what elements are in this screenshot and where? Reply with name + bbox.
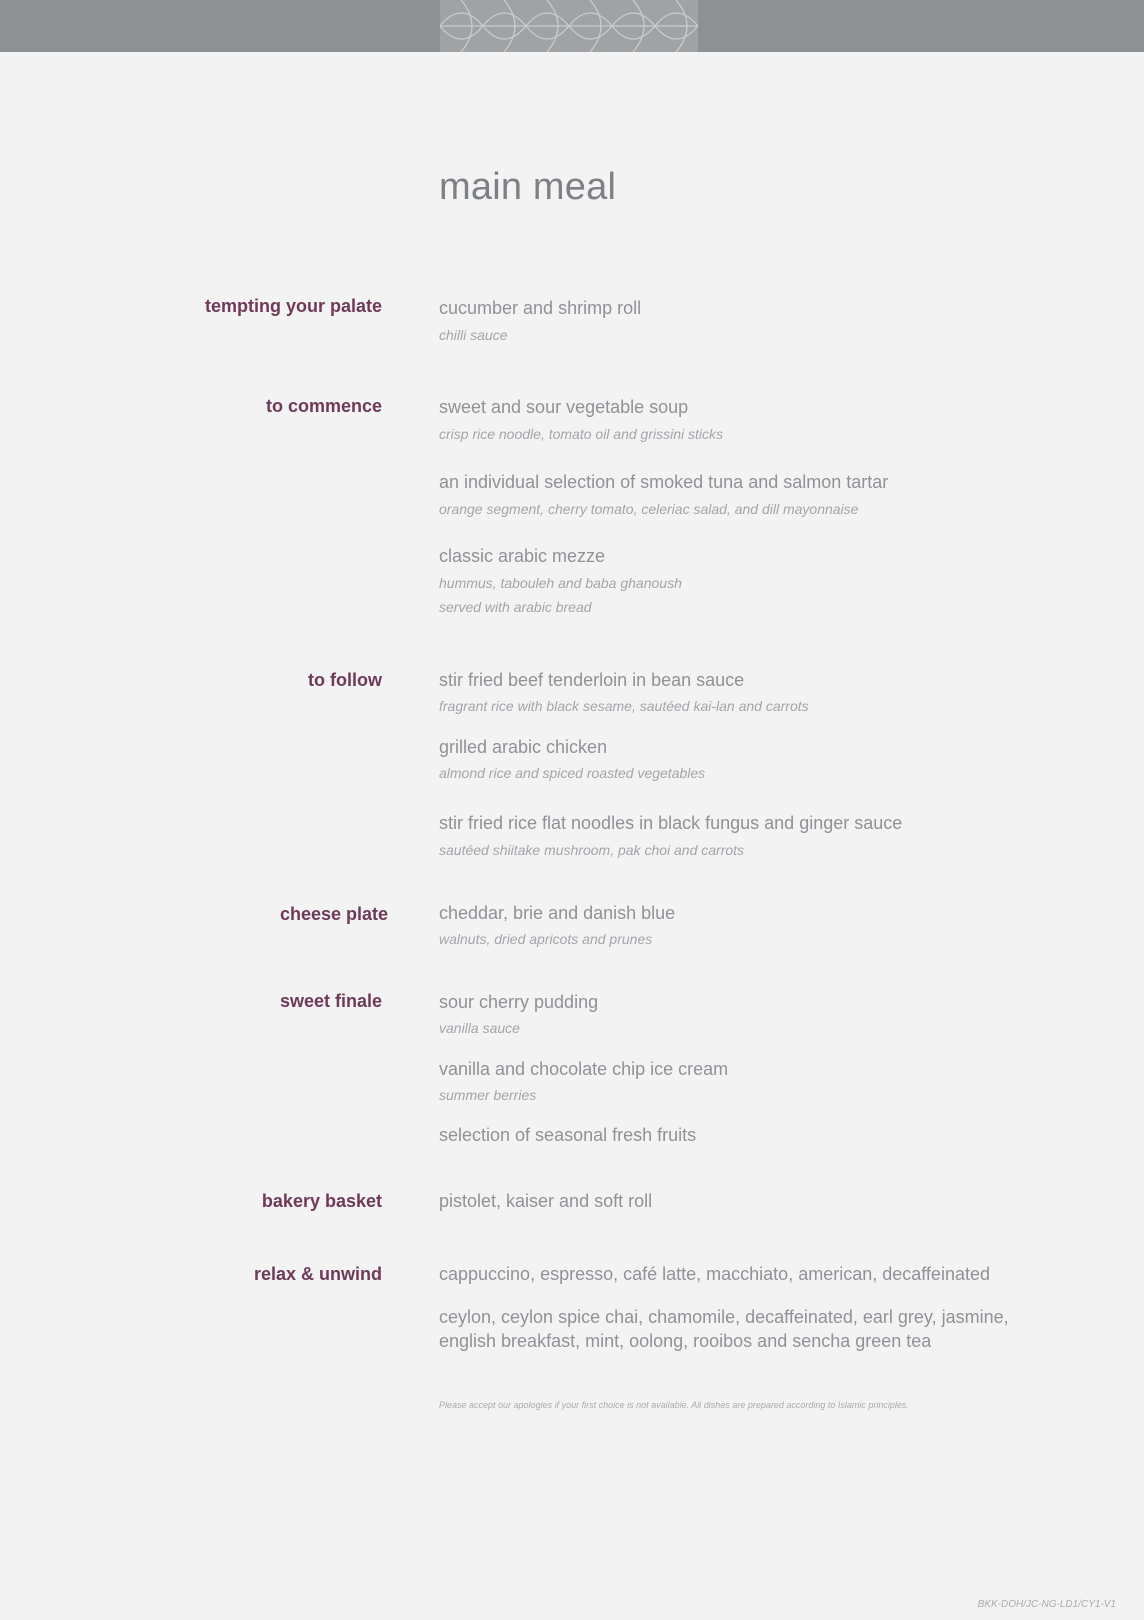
disclaimer-text: Please accept our apologies if your first choice is not available. All dishes are prepared according to Islamic principles. [439, 1400, 909, 1410]
menu-item-name: stir fried rice flat noodles in black fungus and ginger sauce [439, 813, 903, 833]
section-label-sweet-finale: sweet finale [279, 991, 382, 1011]
menu-item-name: cheddar, brie and danish blue [439, 903, 676, 923]
menu-item-name: english breakfast, mint, oolong, rooibos and sencha green tea [439, 1331, 932, 1351]
section-label-bakery-basket: bakery basket [261, 1191, 382, 1211]
menu-item-name: grilled arabic chicken [439, 737, 608, 757]
section-label-relax-unwind: relax & unwind [253, 1264, 382, 1284]
decorative-pattern [440, 0, 698, 52]
menu-item-description: served with arabic bread [439, 599, 592, 615]
menu-item-name: classic arabic mezze [439, 546, 606, 566]
menu-item-name: selection of seasonal fresh fruits [439, 1125, 697, 1145]
menu-code: BKK-DOH/JC-NG-LD1/CY1-V1 [977, 1599, 1116, 1610]
menu-item-description: vanilla sauce [439, 1020, 520, 1036]
menu-item-name: sour cherry pudding [439, 992, 599, 1012]
page-title: main meal [439, 166, 617, 208]
menu-item-name: cucumber and shrimp roll [439, 298, 642, 318]
section-label-tempting-your-palate: tempting your palate [204, 296, 382, 316]
menu-item-name: cappuccino, espresso, café latte, macchiato, american, decaffeinated [439, 1264, 990, 1284]
menu-item-description: summer berries [439, 1087, 537, 1103]
section-label-to-follow: to follow [308, 670, 382, 690]
menu-item-name: vanilla and chocolate chip ice cream [439, 1059, 729, 1079]
menu-item-description: fragrant rice with black sesame, sautéed kai-lan and carrots [439, 698, 809, 714]
menu-item-description: sautéed shiitake mushroom, pak choi and carrots [439, 842, 745, 858]
menu-item-name: an individual selection of smoked tuna and salmon tartar [439, 472, 889, 492]
section-label-cheese-plate: cheese plate [279, 904, 388, 924]
menu-item-description: chilli sauce [439, 327, 508, 343]
menu-item-name: sweet and sour vegetable soup [439, 397, 689, 417]
section-label-to-commence: to commence [265, 396, 382, 416]
menu-item-description: crisp rice noodle, tomato oil and grissini sticks [439, 426, 724, 442]
menu-item-description: orange segment, cherry tomato, celeriac salad, and dill mayonnaise [439, 501, 859, 517]
menu-item-description: almond rice and spiced roasted vegetables [439, 765, 706, 781]
menu-item-name: stir fried beef tenderloin in bean sauce [439, 670, 745, 690]
menu-item-name: pistolet, kaiser and soft roll [439, 1191, 653, 1211]
menu-item-name: ceylon, ceylon spice chai, chamomile, decaffeinated, earl grey, jasmine, [439, 1307, 1009, 1327]
menu-item-description: walnuts, dried apricots and prunes [439, 931, 653, 947]
menu-item-description: hummus, tabouleh and baba ghanoush [439, 575, 682, 591]
header-band [0, 0, 1144, 52]
